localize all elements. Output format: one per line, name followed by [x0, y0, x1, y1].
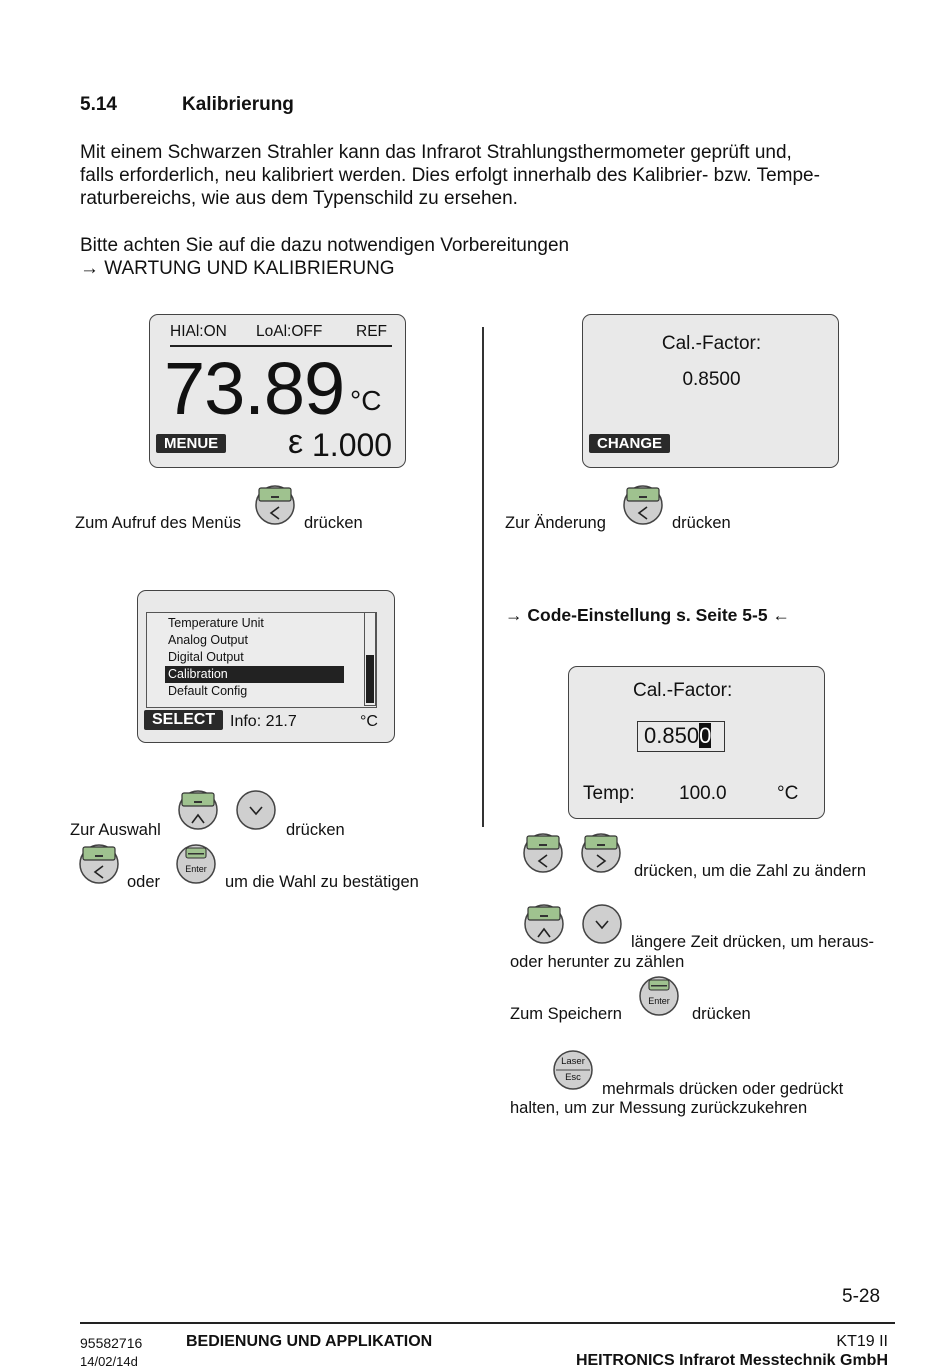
- menu-item[interactable]: Analog Output: [168, 633, 248, 647]
- menu-list: [168, 615, 344, 700]
- select-softkey-label: SELECT: [144, 710, 223, 730]
- alarm-status-bar: [170, 323, 392, 347]
- footer-date: 14/02/14d: [80, 1354, 138, 1369]
- enter-key-icon: [638, 976, 680, 1016]
- footer-model: KT19 II: [836, 1333, 888, 1350]
- menu-item-selected[interactable]: Calibration: [165, 666, 344, 683]
- preparation-line: Bitte achten Sie auf die dazu notwendigen Vorbereitungen: [80, 235, 570, 256]
- step3-text-before: Zur Änderung: [505, 514, 606, 532]
- enter-key-label: Enter: [648, 996, 670, 1006]
- step7-line1: mehrmals drücken oder gedrückt: [602, 1080, 844, 1098]
- temperature-value: 73.89: [164, 347, 345, 430]
- intro-line: falls erforderlich, neu kalibriert werden. Dies erfolgt innerhalb des Kalibrier- bzw. Tempe-: [80, 165, 820, 186]
- softkey-left-icon: [522, 833, 564, 873]
- softkey-up-icon: [177, 790, 219, 830]
- menu-item[interactable]: Temperature Unit: [168, 616, 264, 630]
- softkey-up-icon: [523, 904, 565, 944]
- down-key-icon: [235, 790, 277, 830]
- step2-or: oder: [127, 873, 161, 891]
- cal-factor-input[interactable]: [637, 721, 725, 752]
- step2-text-before: Zur Auswahl: [70, 821, 161, 839]
- step5-line1: längere Zeit drücken, um heraus-: [631, 933, 875, 951]
- enter-key-label: Enter: [185, 864, 207, 874]
- temp-label: Temp:: [583, 783, 635, 804]
- intro-line: Mit einem Schwarzen Strahler kann das Infrarot Strahlungsthermometer geprüft und,: [80, 142, 792, 163]
- temperature-unit: °C: [350, 385, 382, 416]
- menu-item[interactable]: Default Config: [168, 684, 248, 698]
- intro-paragraph: [80, 141, 890, 210]
- emissivity-value: 1.000: [312, 427, 393, 463]
- laser-key-label: Laser: [561, 1056, 585, 1067]
- step2-text-after: drücken: [286, 821, 345, 839]
- preparation-note: [80, 234, 880, 280]
- page-number: 5-28: [842, 1286, 881, 1307]
- high-alarm-status: HIAl:ON: [170, 323, 227, 340]
- maintenance-reference: → WARTUNG UND KALIBRIERUNG: [80, 258, 395, 279]
- low-alarm-status: LoAl:OFF: [256, 323, 323, 340]
- menu-item[interactable]: Digital Output: [168, 650, 244, 664]
- footer-rule: [80, 1322, 895, 1324]
- down-key-icon: [581, 904, 623, 944]
- menue-softkey-label: MENUE: [156, 434, 226, 453]
- cal-factor-edit-title: Cal.-Factor:: [633, 680, 733, 701]
- info-unit: °C: [360, 713, 378, 730]
- step6-text-after: drücken: [692, 1005, 751, 1023]
- esc-key-label: Esc: [565, 1072, 581, 1083]
- display-menu: [137, 590, 395, 743]
- code-setting-note: → Code-Einstellung s. Seite 5-5 ←: [505, 605, 790, 625]
- display-measurement: [149, 314, 406, 468]
- softkey-left-icon: [78, 844, 120, 884]
- display-cal-factor: [582, 314, 839, 468]
- softkey-right-icon: [580, 833, 622, 873]
- section-title: Kalibrierung: [182, 94, 294, 115]
- change-softkey-label: CHANGE: [589, 434, 670, 453]
- cal-factor-value: 0.8500: [682, 369, 741, 390]
- column-divider: [482, 327, 484, 827]
- menu-scrollbar: [364, 612, 376, 706]
- softkey-left-icon: [622, 485, 664, 525]
- step6-text-before: Zum Speichern: [510, 1005, 622, 1023]
- step3-text-after: drücken: [672, 514, 731, 532]
- cal-factor-digits: 0.850: [644, 723, 700, 748]
- footer-doc-number: 95582716: [80, 1335, 143, 1351]
- display-cal-factor-edit: [568, 666, 825, 819]
- ref-status: REF: [356, 323, 387, 340]
- step1-text-before: Zum Aufruf des Menüs: [75, 514, 241, 532]
- step5-line2: oder herunter zu zählen: [510, 953, 685, 971]
- temp-value: 100.0: [679, 783, 727, 804]
- step1-text-after: drücken: [304, 514, 363, 532]
- emissivity-symbol: ε: [288, 423, 304, 461]
- step2-confirm: um die Wahl zu bestätigen: [225, 873, 419, 891]
- cal-factor-cursor-digit: 0: [699, 723, 712, 748]
- cal-factor-title: Cal.-Factor:: [661, 333, 762, 354]
- step7-line2: halten, um zur Messung zurückzukehren: [510, 1099, 808, 1117]
- temp-unit: °C: [777, 783, 799, 804]
- info-readout: Info: 21.7: [230, 713, 297, 730]
- softkey-left-icon: [254, 485, 296, 525]
- intro-line: raturbereichs, wie aus dem Typenschild zu ersehen.: [80, 188, 518, 209]
- menu-scrollbar-thumb: [366, 655, 374, 703]
- laser-esc-key-icon: [552, 1050, 594, 1090]
- footer-company: HEITRONICS Infrarot Messtechnik GmbH: [575, 1352, 888, 1369]
- section-number: 5.14: [80, 94, 117, 115]
- step4-text: drücken, um die Zahl zu ändern: [634, 862, 867, 880]
- enter-key-icon: [175, 844, 217, 884]
- footer-title: BEDIENUNG UND APPLIKATION: [186, 1333, 433, 1350]
